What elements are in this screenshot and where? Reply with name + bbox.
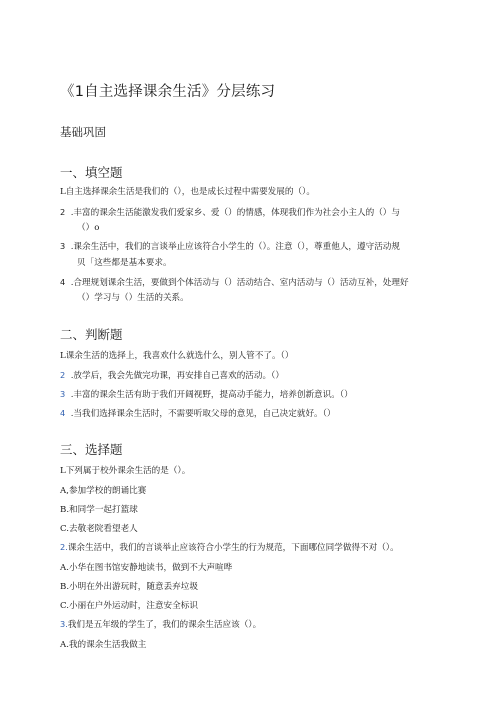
question-number: 3 [60, 389, 66, 399]
question-text: .合理规划课余生活，要做到个体活动与（）活动结合、室内活动与（）活动互补，处理好 [70, 278, 409, 288]
fill-question-2-cont: （）o [77, 223, 100, 233]
fill-question-3-cont: 贝「这些都是基本要求。 [77, 258, 172, 268]
choice-option-c: C.小丽在户外运动时，注意安全标识 [60, 601, 198, 611]
question-text: .放学后，我会先做完功课，再安排自己喜欢的活动。（） [70, 371, 284, 381]
choice-option-a: A.小华在图书馆安静地读书，做到不大声喧哗 [60, 563, 233, 573]
choice-option-a: A.我的课余生活我做主 [60, 640, 147, 650]
question-number: 2 [60, 370, 66, 380]
fill-question-4 [60, 276, 409, 288]
choice-question-1: L下列属于校外课余生活的是（）。 [60, 466, 191, 476]
choice-option-b: B.和同学一起打篮球 [60, 505, 138, 515]
section-heading-judge: 二、判断题 [60, 327, 123, 342]
fill-question-1: L自主选择课余生活是我们的（），也是成长过程中需要发展的（）。 [60, 187, 315, 197]
judge-question-3 [60, 388, 353, 400]
judge-question-1: L课余生活的选择上，我喜欢什么就选什么，别人管不了。（） [60, 351, 294, 361]
question-number: 4 [60, 408, 66, 418]
question-number: 3. [60, 619, 68, 629]
question-number: 3 [60, 241, 66, 251]
section-heading-fill: 一、填空题 [60, 165, 123, 180]
question-text: .丰富的课余生活能激发我们爱家乡、爱（）的情感，体现我们作为社会小主人的（）与 [70, 208, 400, 218]
question-number: 2 [60, 207, 66, 217]
judge-question-4 [60, 407, 336, 419]
question-text: 我们是五年级的学生了，我们的课余生活应该（）。 [67, 620, 262, 630]
fill-question-4-cont: （）学习与（）生活的关系。 [77, 293, 189, 303]
judge-question-2 [60, 369, 284, 381]
page-title: 《1自主选择课余生活》分层练习 [60, 84, 276, 100]
question-text: .丰富的课余生活有助于我们开阔视野，提高动手能力，培养创新意识。（） [70, 390, 353, 400]
choice-option-b: B.小明在外出游玩时，随意丢弃垃圾 [60, 582, 198, 592]
level-heading: 基础巩固 [60, 125, 106, 139]
fill-question-2 [60, 206, 400, 218]
question-number: 2. [60, 542, 68, 552]
question-text: .当我们选择课余生活时，不需要听取父母的意见，自己决定就好。（） [70, 409, 336, 419]
section-heading-choice: 三、选择题 [60, 442, 123, 457]
choice-question-3 [60, 618, 261, 630]
choice-question-2 [60, 541, 399, 553]
question-text: 课余生活中，我们的言谈举止应该符合小学生的行为规范，下面哪位同学做得不对（）。 [67, 543, 399, 553]
question-number: 4 [60, 277, 66, 287]
choice-option-a: A,参加学校的朗诵比赛 [60, 486, 147, 496]
choice-option-c: C.去敬老院看望老人 [60, 524, 138, 534]
fill-question-3 [60, 240, 400, 252]
question-text: .课余生活中，我们的言谈举止应该符合小学生的（）。注意（），尊重他人，遵守活动规 [70, 242, 400, 252]
